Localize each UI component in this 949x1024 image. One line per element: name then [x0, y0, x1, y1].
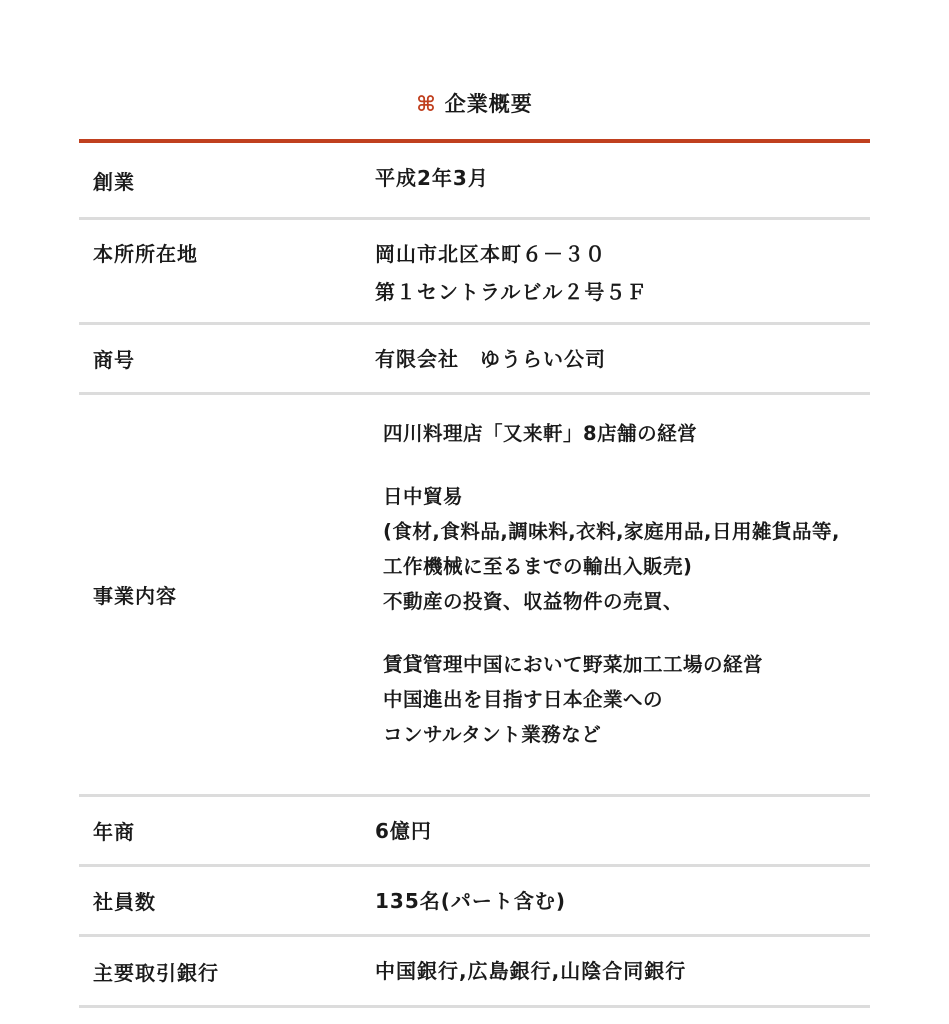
row-value: 有限会社 ゆうらい公司	[375, 346, 606, 371]
business-content	[375, 395, 870, 794]
row-label: 創業	[93, 169, 135, 194]
business-line: 四川料理店「又来軒」8店舗の経営	[383, 422, 698, 445]
table-row-banks	[79, 937, 870, 1008]
row-value: 135名(パート含む)	[375, 888, 567, 913]
row-label: 社員数	[93, 890, 156, 914]
row-label: 事業内容	[93, 584, 177, 608]
company-overview-table	[79, 143, 870, 1008]
row-value: 中国銀行,広島銀行,山陰合同銀行	[375, 959, 687, 983]
row-label: 年商	[93, 820, 135, 844]
table-row-business	[79, 395, 870, 797]
address-line-1: 岡山市北区本町６－３０	[375, 242, 606, 266]
business-line: 工作機械に至るまでの輸出入販売)	[383, 555, 693, 578]
row-value: 6億円	[375, 818, 432, 843]
table-row-address	[79, 220, 870, 325]
table-row-trade-name	[79, 325, 870, 395]
business-line: 賃貸管理中国において野菜加工工場の経営	[383, 653, 764, 676]
business-line: 中国進出を目指す日本企業への	[383, 688, 664, 711]
table-row-revenue	[79, 797, 870, 867]
section-title	[0, 86, 949, 122]
business-line: 日中貿易	[383, 485, 464, 508]
section-title-text: 企業概要	[444, 92, 533, 116]
business-line: コンサルタント業務など	[383, 723, 602, 746]
address-line-2: 第１セントラルビル２号５Ｆ	[375, 280, 648, 304]
business-line: (食材,食料品,調味料,衣料,家庭用品,日用雑貨品等,	[383, 520, 840, 543]
command-icon: ⌘	[416, 92, 437, 116]
row-label: 商号	[93, 348, 135, 372]
table-row-founded	[79, 143, 870, 220]
row-value	[375, 220, 870, 322]
table-row-employees	[79, 867, 870, 937]
row-value: 平成2年3月	[375, 166, 489, 190]
business-line: 不動産の投資、収益物件の売買、	[383, 590, 684, 613]
row-label: 本所所在地	[93, 242, 198, 266]
row-label: 主要取引銀行	[93, 960, 219, 985]
